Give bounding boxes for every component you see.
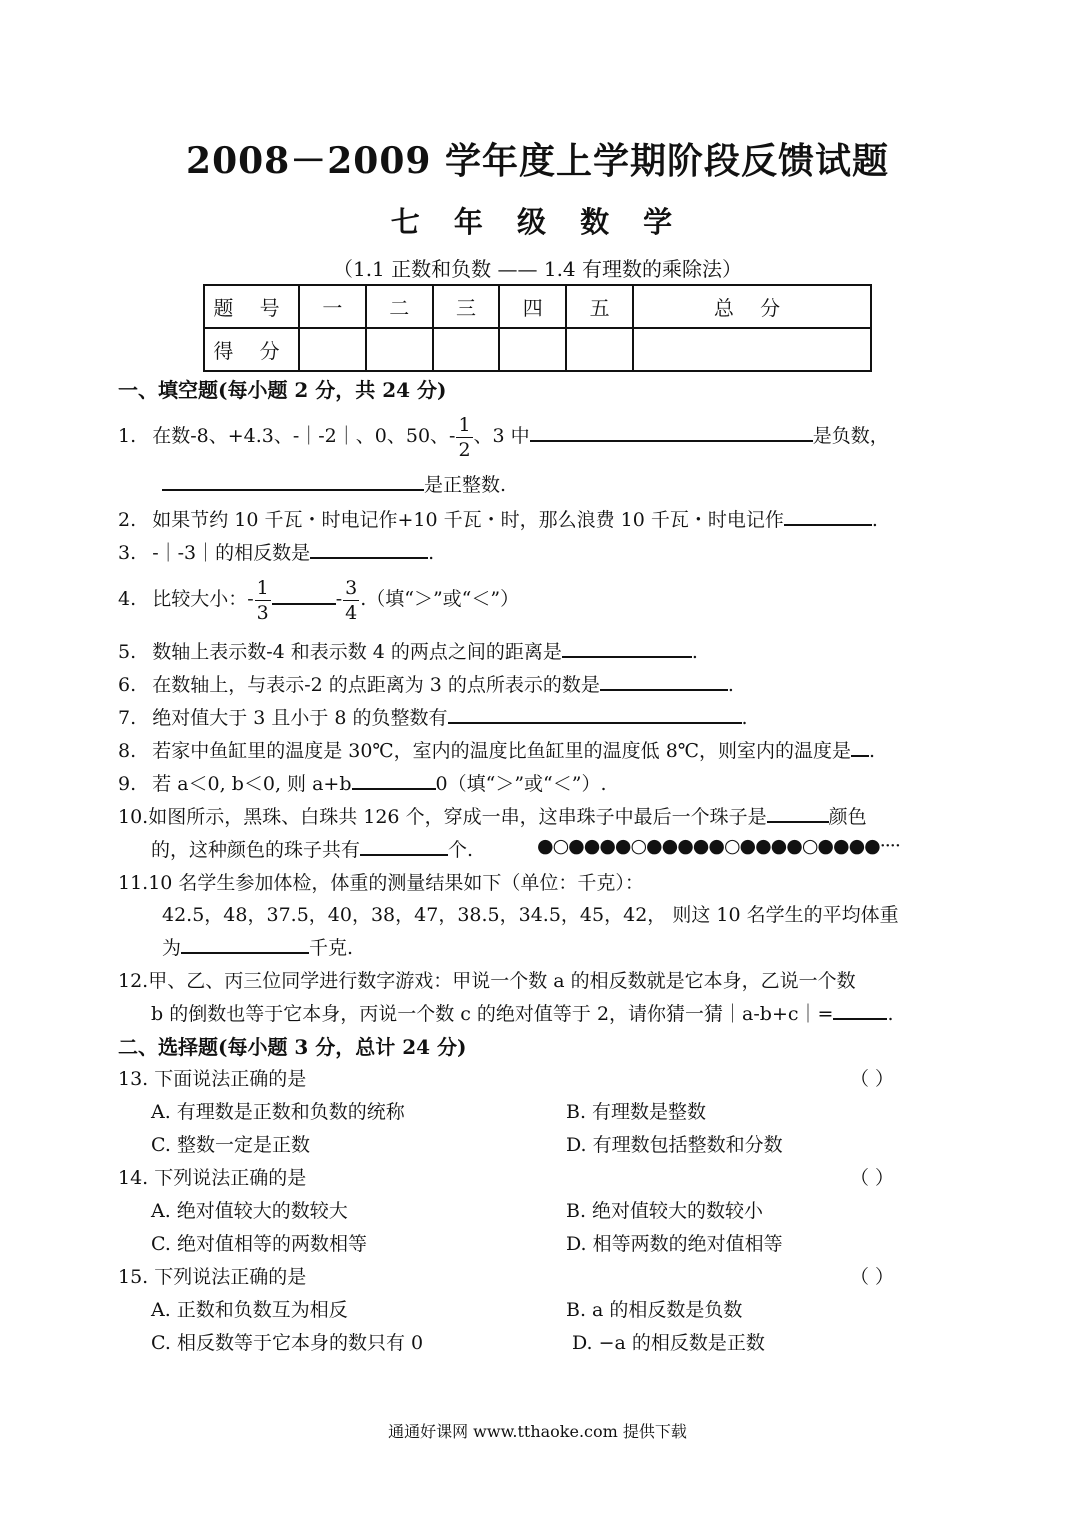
score-input-cell[interactable] xyxy=(366,328,433,371)
fraction: $\frac{3}{4}$ xyxy=(345,576,358,624)
question-15-stem: 15. 下列说法正确的是 xyxy=(118,1266,307,1288)
chapter-range: （1.1 正数和负数 —— 1.4 有理数的乘除法） xyxy=(332,257,743,281)
question-number: 11. xyxy=(118,872,149,894)
question-number: 8. xyxy=(118,740,137,762)
option-b[interactable]: B. 有理数是整数 xyxy=(566,1101,707,1123)
question-text: 数轴上表示数-4 和表示数 4 的两点之间的距离是 xyxy=(152,641,562,663)
question-text: 是正整数. xyxy=(424,474,507,496)
question-text: 甲、乙、丙三位同学进行数字游戏：甲说一个数 a 的相反数就是它本身，乙说一个数 xyxy=(148,970,856,992)
question-2: 2. 如果节约 10 千瓦・时电记作+10 千瓦・时，那么浪费 10 千瓦・时电记作 . xyxy=(118,505,878,532)
answer-blank[interactable] xyxy=(767,803,829,823)
question-text: 、3 中 xyxy=(473,425,530,447)
question-text: 个. xyxy=(448,839,474,861)
question-text: 若家中鱼缸里的温度是 30℃，室内的温度比鱼缸里的温度低 8℃，则室内的温度是 xyxy=(152,740,852,762)
question-1-line2 xyxy=(162,470,506,497)
question-number: 7. xyxy=(118,707,137,729)
question-text: 10 名学生参加体检，体重的测量结果如下（单位：千克）： xyxy=(148,872,644,894)
question-6: 6. 在数轴上，与表示-2 的点距离为 3 的点所表示的数是 . xyxy=(118,670,734,697)
answer-blank[interactable] xyxy=(784,506,872,526)
question-text: .（填“＞”或“＜”） xyxy=(360,588,520,610)
question-text: 若 a＜0, b＜0, 则 a+b xyxy=(152,773,352,795)
score-table-score-row xyxy=(204,328,871,371)
score-table-cell: 总 分 xyxy=(633,285,871,328)
question-text: 比较大小：- xyxy=(152,588,254,610)
score-table-cell: 五 xyxy=(566,285,633,328)
page-subtitle: 七 年 级 数 学 xyxy=(390,205,685,239)
answer-blank[interactable] xyxy=(360,836,448,856)
option-b[interactable]: B. 绝对值较大的数较小 xyxy=(566,1200,764,1222)
answer-blank[interactable] xyxy=(600,671,728,691)
question-number: 3. xyxy=(118,542,137,564)
option-c[interactable]: C. 相反数等于它本身的数只有 0 xyxy=(151,1332,424,1354)
answer-blank[interactable] xyxy=(448,704,742,724)
answer-paren[interactable]: （ ） xyxy=(850,1266,895,1288)
score-table-cell: 二 xyxy=(366,285,433,328)
answer-paren[interactable]: （ ） xyxy=(850,1167,895,1189)
question-11-line2: 42.5，48，37.5，40，38，47，38.5，34.5，45，42， 则这 10 名学生的平均体重 xyxy=(162,904,899,926)
question-7: 7. 绝对值大于 3 且小于 8 的负整数有 . xyxy=(118,703,748,730)
answer-blank[interactable] xyxy=(310,539,428,559)
question-3: 3. -｜-3｜的相反数是 . xyxy=(118,538,434,565)
section2-heading: 二、选择题(每小题 3 分，总计 24 分) xyxy=(118,1035,467,1059)
question-text: 的，这种颜色的珠子共有 xyxy=(151,839,361,861)
question-text: b 的倒数也等于它本身，丙说一个数 c 的绝对值等于 2，请你猜一猜｜a-b+c｜= xyxy=(151,1003,834,1025)
score-input-cell[interactable] xyxy=(633,328,871,371)
score-input-cell[interactable] xyxy=(433,328,500,371)
question-10-line2 xyxy=(151,835,473,862)
question-number: 5. xyxy=(118,641,137,663)
option-a[interactable]: A. 有理数是正数和负数的统称 xyxy=(151,1101,405,1123)
question-number: 1. xyxy=(118,425,137,447)
question-text: 颜色 xyxy=(828,806,867,828)
score-input-cell[interactable] xyxy=(566,328,633,371)
question-number: 2. xyxy=(118,509,137,531)
answer-blank[interactable] xyxy=(833,1000,887,1020)
score-table-header-row xyxy=(204,285,871,328)
fraction: $\frac{1}{3}$ xyxy=(256,576,269,624)
question-12-line2: b 的倒数也等于它本身，丙说一个数 c 的绝对值等于 2，请你猜一猜｜a-b+c｜= . xyxy=(151,999,894,1026)
answer-blank[interactable] xyxy=(272,585,336,605)
question-14-stem: 14. 下列说法正确的是 xyxy=(118,1167,307,1189)
question-number: 10. xyxy=(118,806,149,828)
option-c[interactable]: C. 绝对值相等的两数相等 xyxy=(151,1233,367,1255)
question-9 xyxy=(118,769,607,796)
question-text: -｜-3｜的相反数是 xyxy=(152,542,311,564)
question-11-line3: 为 千克. xyxy=(162,933,353,960)
question-13-stem: 13. 下面说法正确的是 xyxy=(118,1068,307,1090)
question-number: 12. xyxy=(118,970,149,992)
question-1 xyxy=(118,408,889,468)
question-text: 是负数， xyxy=(812,425,889,447)
bead-string-figure: ●○●●●●○●●●●●○●●●●○●●●●···· xyxy=(537,835,900,857)
score-table-cell: 四 xyxy=(499,285,566,328)
question-11 xyxy=(118,868,644,895)
option-a[interactable]: A. 绝对值较大的数较大 xyxy=(151,1200,348,1222)
question-text: 在数-8、+4.3、-｜-2｜、0、50、- xyxy=(152,425,456,447)
answer-blank[interactable] xyxy=(530,422,813,442)
answer-blank[interactable] xyxy=(562,638,692,658)
question-number: 9. xyxy=(118,773,137,795)
answer-blank[interactable] xyxy=(181,934,309,954)
answer-blank[interactable] xyxy=(162,471,424,491)
score-table-cell: 题 号 xyxy=(204,285,299,328)
score-input-cell[interactable] xyxy=(299,328,366,371)
section1-heading: 一、填空题(每小题 2 分，共 24 分) xyxy=(118,378,447,402)
answer-blank[interactable] xyxy=(851,737,869,757)
answer-paren[interactable]: （ ） xyxy=(850,1068,895,1090)
score-input-cell[interactable] xyxy=(499,328,566,371)
answer-blank[interactable] xyxy=(352,770,436,790)
score-table-cell: 三 xyxy=(433,285,500,328)
option-d[interactable]: D. −a 的相反数是正数 xyxy=(572,1332,765,1354)
question-5: 5. 数轴上表示数-4 和表示数 4 的两点之间的距离是 . xyxy=(118,637,698,664)
question-text: 绝对值大于 3 且小于 8 的负整数有 xyxy=(152,707,448,729)
option-a[interactable]: A. 正数和负数互为相反 xyxy=(151,1299,348,1321)
question-text: 在数轴上，与表示-2 的点距离为 3 的点所表示的数是 xyxy=(152,674,600,696)
question-text: 如图所示，黑珠、白珠共 126 个，穿成一串，这串珠子中最后一个珠子是 xyxy=(148,806,767,828)
score-table-cell: 一 xyxy=(299,285,366,328)
score-table-cell: 得 分 xyxy=(204,328,299,371)
question-4: 4. 比较大小：- $\frac{1}{3}$ - $\frac{3}{4}$ .（填“＞”或“＜”） xyxy=(118,576,520,624)
option-b[interactable]: B. a 的相反数是负数 xyxy=(566,1299,743,1321)
question-8: 8. 若家中鱼缸里的温度是 30℃，室内的温度比鱼缸里的温度低 8℃，则室内的温度是 . xyxy=(118,736,875,763)
footer-credit: 通通好课网 www.tthaoke.com 提供下载 xyxy=(388,1422,687,1441)
option-d[interactable]: D. 相等两数的绝对值相等 xyxy=(566,1233,783,1255)
question-number: 4. xyxy=(118,588,137,610)
question-number: 6. xyxy=(118,674,137,696)
question-12 xyxy=(118,966,856,993)
question-10 xyxy=(118,802,867,829)
question-text: 0（填“＞”或“＜”）. xyxy=(435,773,607,795)
score-table xyxy=(203,284,872,372)
question-text: 如果节约 10 千瓦・时电记作+10 千瓦・时，那么浪费 10 千瓦・时电记作 xyxy=(152,509,784,531)
option-d[interactable]: D. 有理数包括整数和分数 xyxy=(566,1134,783,1156)
fraction: $\frac{1}{2}$ xyxy=(458,413,471,461)
option-c[interactable]: C. 整数一定是正数 xyxy=(151,1134,310,1156)
page-title: 2008－2009 学年度上学期阶段反馈试题 xyxy=(186,140,889,182)
